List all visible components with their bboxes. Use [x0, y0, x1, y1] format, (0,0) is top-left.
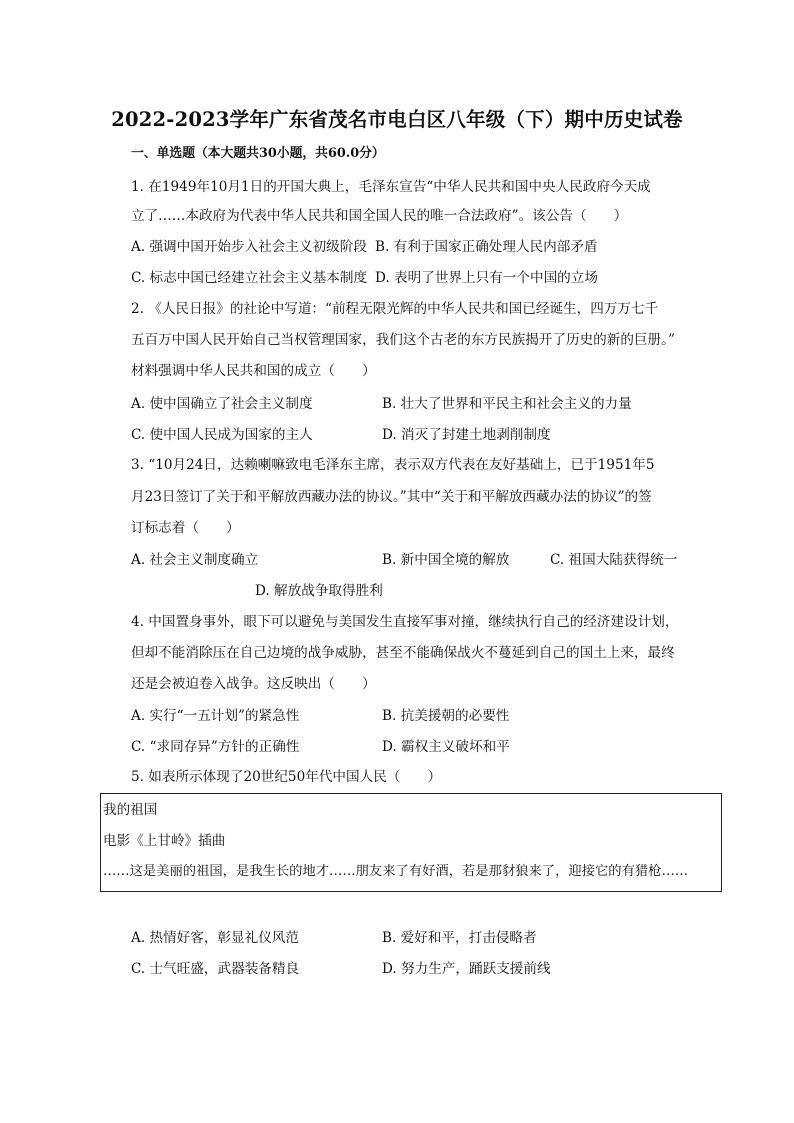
option-d[interactable]: D. 消灭了封建土地剥削制度 [382, 427, 551, 443]
option-c[interactable]: C. “求同存异”方针的正确性 [131, 739, 300, 755]
song-table [100, 793, 722, 892]
option-c[interactable]: C. 标志中国已经建立社会主义基本制度 [131, 270, 368, 286]
section-heading: 一、单选题（本大题共30小题，共60.0分） [131, 146, 385, 161]
question-text-line: 但却不能消除压在自己边境的战争威胁，甚至不能确保战火不蔓延到自己的国土上来，最终 [131, 645, 675, 661]
table-row: 电影《上甘岭》插曲 [103, 833, 226, 849]
option-b[interactable]: B. 有利于国家正确处理人民内部矛盾 [375, 239, 598, 255]
question-text-line: 5. 如表所示体现了20世纪50年代中国人民（ ） [131, 769, 442, 785]
option-b[interactable]: B. 爱好和平，打击侵略者 [382, 930, 537, 946]
option-c[interactable]: C. 士气旺盛，武器装备精良 [131, 961, 300, 977]
question-text-line: 材料强调中华人民共和国的成立（ ） [131, 363, 376, 379]
option-c[interactable]: C. 祖国大陆获得统一 [550, 552, 678, 568]
option-a[interactable]: A. 使中国确立了社会主义制度 [131, 396, 313, 412]
question-text-line: 还是会被迫卷入战争。这反映出（ ） [131, 676, 376, 692]
option-b[interactable]: B. 抗美援朝的必要性 [382, 708, 510, 724]
option-a[interactable]: A. 强调中国开始步入社会主义初级阶段 [131, 239, 367, 255]
option-d[interactable]: D. 霸权主义破坏和平 [382, 739, 510, 755]
question-text-line: 4. 中国置身事外，眼下可以避免与美国发生直接军事对撞，继续执行自己的经济建设计划， [131, 614, 679, 630]
question-text-line: 月23日签订了关于和平解放西藏办法的协议。”其中“关于和平解放西藏办法的协议”的签 [131, 489, 652, 505]
option-d[interactable]: D. 努力生产，踊跃支援前线 [382, 961, 551, 977]
question-text-line: 立了……本政府为代表中华人民共和国全国人民的唯一合法政府”。该公告（ ） [131, 208, 628, 224]
question-text-line: 五百万中国人民开始自己当权管理国家，我们这个古老的东方民族揭开了历史的新的巨册。” [131, 332, 675, 348]
option-b[interactable]: B. 壮大了世界和平民主和社会主义的力量 [382, 396, 632, 412]
question-text-line: 3. “10月24日，达赖喇嘛致电毛泽东主席，表示双方代表在友好基础上，已于1951年5 [131, 457, 655, 473]
option-a[interactable]: A. 社会主义制度确立 [131, 552, 259, 568]
exam-title: 2022-2023学年广东省茂名市电白区八年级（下）期中历史试卷 [111, 108, 683, 131]
option-a[interactable]: A. 热情好客，彰显礼仪风范 [131, 930, 299, 946]
option-d[interactable]: D. 表明了世界上只有一个中国的立场 [375, 270, 598, 286]
question-text-line: 2. 《人民日报》的社论中写道：“前程无限光辉的中华人民共和国已经诞生，四万万七千 [131, 301, 659, 317]
option-a[interactable]: A. 实行“一五计划”的紧急性 [131, 708, 300, 724]
question-text-line: 1. 在1949年10月1日的开国大典上，毛泽东宣告“中华人民共和国中央人民政府今天成 [131, 179, 651, 195]
table-row: 我的祖国 [103, 802, 158, 818]
option-d[interactable]: D. 解放战争取得胜利 [255, 583, 383, 599]
table-row: ……这是美丽的祖国，是我生长的地才……朋友来了有好酒，若是那豺狼来了，迎接它的有猎枪…… [103, 864, 689, 879]
question-text-line: 订标志着（ ） [131, 520, 240, 536]
option-b[interactable]: B. 新中国全境的解放 [382, 552, 510, 568]
option-c[interactable]: C. 使中国人民成为国家的主人 [131, 427, 313, 443]
